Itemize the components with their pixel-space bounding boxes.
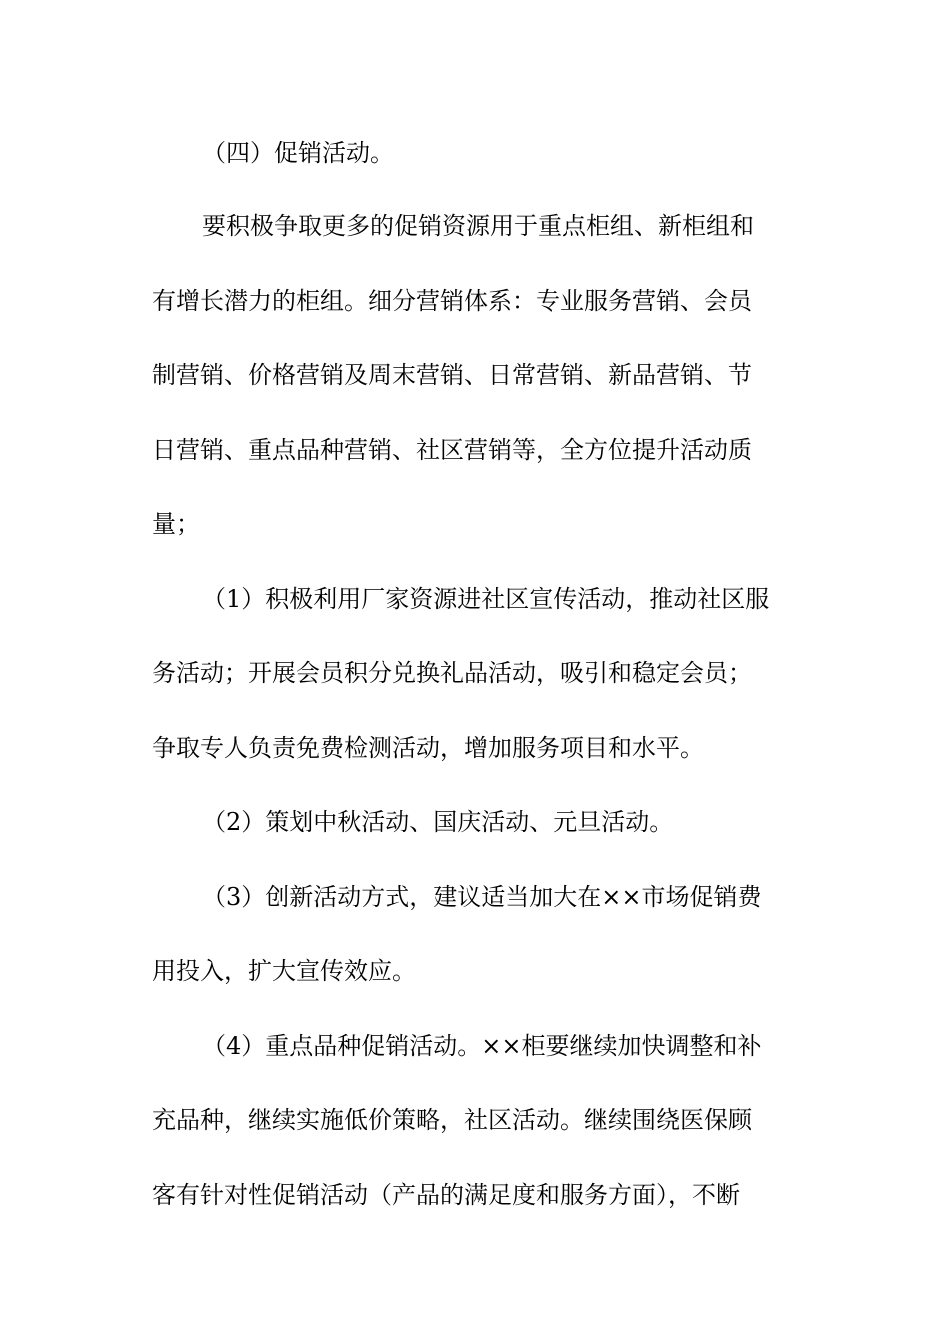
paragraph-line: （4）重点品种促销活动。××柜要继续加快调整和补	[202, 1032, 762, 1060]
paragraph-line: （3）创新活动方式，建议适当加大在××市场促销费	[202, 883, 762, 911]
paragraph-line: 日营销、重点品种营销、社区营销等，全方位提升活动质	[152, 436, 752, 464]
paragraph-line: （1）积极利用厂家资源进社区宣传活动，推动社区服	[202, 585, 770, 613]
paragraph-line: 充品种，继续实施低价策略，社区活动。继续围绕医保顾	[152, 1106, 752, 1134]
section-heading: （四）促销活动。	[202, 139, 394, 167]
paragraph-line: 有增长潜力的柜组。细分营销体系：专业服务营销、会员	[152, 287, 752, 315]
paragraph-line: 务活动；开展会员积分兑换礼品活动，吸引和稳定会员；	[152, 659, 752, 687]
paragraph-line: 制营销、价格营销及周末营销、日常营销、新品营销、节	[152, 361, 752, 389]
paragraph-line: 争取专人负责免费检测活动，增加服务项目和水平。	[152, 734, 704, 762]
paragraph-line: （2）策划中秋活动、国庆活动、元旦活动。	[202, 808, 674, 836]
paragraph-line: 用投入，扩大宣传效应。	[152, 957, 416, 985]
paragraph-line: 客有针对性促销活动（产品的满足度和服务方面），不断	[152, 1181, 740, 1209]
paragraph-line: 量；	[152, 510, 200, 538]
paragraph-line: 要积极争取更多的促销资源用于重点柜组、新柜组和	[202, 212, 754, 240]
